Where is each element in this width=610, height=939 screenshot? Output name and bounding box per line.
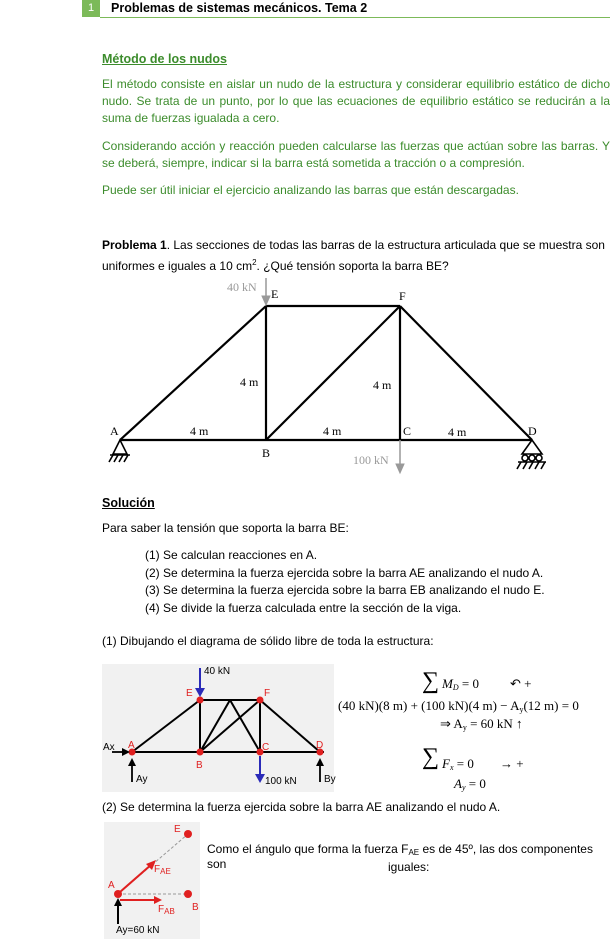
node-label-b: B xyxy=(262,446,271,460)
eq-ay-result: ⇒ $A_y = 60$ kN ↑ xyxy=(440,716,523,732)
pin-support-a xyxy=(109,440,130,462)
bar-fd xyxy=(400,306,532,440)
dim-label-ab: 4 m xyxy=(190,424,209,438)
solution-steps xyxy=(145,547,545,617)
node-a-figure xyxy=(104,822,200,939)
fbd-figure xyxy=(102,664,334,792)
fbd-label-40kn: 40 kN xyxy=(204,666,231,677)
fbd-reaction-by xyxy=(316,758,324,782)
load-label-40kn: 40 kN xyxy=(227,280,257,294)
fbd-label-100kn: 100 kN xyxy=(265,776,297,787)
roller-support-d xyxy=(517,440,546,469)
fig3-node-a: A xyxy=(108,880,115,891)
problem-statement: Problema 1. Las secciones de todas las barras de la estructura articulada que se muestra son uniformes e iguales a 10 $cm^2$. ¿Qué tensión soporta la barra BE? xyxy=(102,238,605,273)
intro-paragraph-1: El método consiste en aislar un nudo de la estructura y considerar equilibrio estático de dicho nudo. Se trata de un punto, por lo que las ecuaciones de equilibrio estático se reducirán a la suma de fuerzas igualada a cero. xyxy=(102,77,610,125)
node-label-e: E xyxy=(271,287,279,301)
eq-moment-line: (40 kN)(8 m) + (100 kN)(4 $m) - A_y(12$ m) = 0 xyxy=(338,698,579,714)
load-label-100kn: 100 kN xyxy=(353,453,389,467)
load-arrow-e xyxy=(262,278,270,305)
eq-moment-sense: ↶ + xyxy=(510,676,532,691)
solution-step: (3) Se determina la fuerza ejercida sobre la barra EB analizando el nudo E. xyxy=(145,583,545,597)
node-label-a: A xyxy=(110,424,119,438)
step1-heading: (1) Dibujando el diagrama de sólido libre de toda la estructura: xyxy=(102,634,434,648)
fig3-label-ay: Ay=60 kN xyxy=(116,925,160,936)
header-rule xyxy=(100,17,610,18)
fbd-node-a: A xyxy=(128,740,135,751)
node-label-f: F xyxy=(399,289,406,303)
eq-force-sum: $F_x = 0$ xyxy=(442,756,474,772)
truss-figure xyxy=(100,274,560,484)
angle-note: Como el ángulo que forma la fuerza $F_{AE}$ es de 45º, las dos componentes son xyxy=(207,842,593,871)
dim-label-be: 4 m xyxy=(240,375,259,389)
step2-heading: (2) Se determina la fuerza ejercida sobre la barra AE analizando el nudo A. xyxy=(102,800,501,814)
bar-bf xyxy=(266,306,400,440)
dim-label-cd: 4 m xyxy=(448,425,467,439)
eq-moment-sum: $M_D = 0$ xyxy=(442,676,479,692)
eq-force-sense: → + xyxy=(500,756,524,771)
node-label-c: C xyxy=(403,424,412,438)
load-arrow-c xyxy=(396,440,404,473)
solution-step: (4) Se divide la fuerza calculada entre la sección de la viga. xyxy=(145,600,462,615)
fbd-label-by: By xyxy=(324,774,336,785)
fig3-label-fab: $F_{AB}$ xyxy=(158,904,175,916)
solution-title: Solución xyxy=(102,496,155,510)
fbd-reaction-ay xyxy=(128,758,136,782)
fbd-node-d: D xyxy=(316,740,324,751)
fig3-node-e: E xyxy=(174,824,181,835)
angle-note-end: iguales: xyxy=(388,860,430,874)
fig3-label-fae: $F_{AE}$ xyxy=(154,864,171,876)
solution-lead: Para saber la tensión que soporta la barra BE: xyxy=(102,521,349,535)
sum-symbol-md: ∑ xyxy=(422,668,440,694)
dim-label-cf: 4 m xyxy=(373,378,392,392)
fbd-node-f: F xyxy=(264,688,271,699)
intro-paragraph-3: Puede ser útil iniciar el ejercicio analizando las barras que están descargadas. xyxy=(102,183,519,197)
force-arrow-fab xyxy=(120,896,162,904)
dim-label-bc: 4 m xyxy=(323,424,342,438)
fbd-node-c: C xyxy=(262,742,270,753)
bar-ae xyxy=(120,306,266,440)
problem-label: Problema 1 xyxy=(102,238,167,252)
page-number: 1 xyxy=(82,0,100,17)
node-label-d: D xyxy=(528,424,537,438)
fig3-node-b: B xyxy=(192,902,199,913)
fbd-load-arrow-100 xyxy=(255,756,265,783)
eq-ay-zero: $A_y = 0$ xyxy=(454,776,486,792)
fbd-label-ax: Ax xyxy=(103,742,115,753)
force-arrow-ay xyxy=(114,898,122,924)
intro-paragraph-2: Considerando acción y reacción pueden calcularse las fuerzas que actúan sobre las barras. Y se deberá, siempre, indicar si la barra está sometida a tracción o a compresión. xyxy=(102,139,610,170)
fbd-node-e: E xyxy=(186,688,193,699)
force-arrow-fae xyxy=(120,860,156,892)
fbd-label-ay: Ay xyxy=(136,774,148,785)
sum-symbol-fx: ∑ xyxy=(422,744,440,770)
solution-step: (1) Se calculan reacciones en A. xyxy=(145,548,318,562)
solution-step: (2) Se determina la fuerza ejercida sobre la barra AE analizando el nudo A. xyxy=(145,565,544,580)
header-title: Problemas de sistemas mecánicos. Tema 2 xyxy=(111,1,368,15)
section-title: Método de los nudos xyxy=(102,52,227,66)
fbd-node-b: B xyxy=(196,760,203,771)
